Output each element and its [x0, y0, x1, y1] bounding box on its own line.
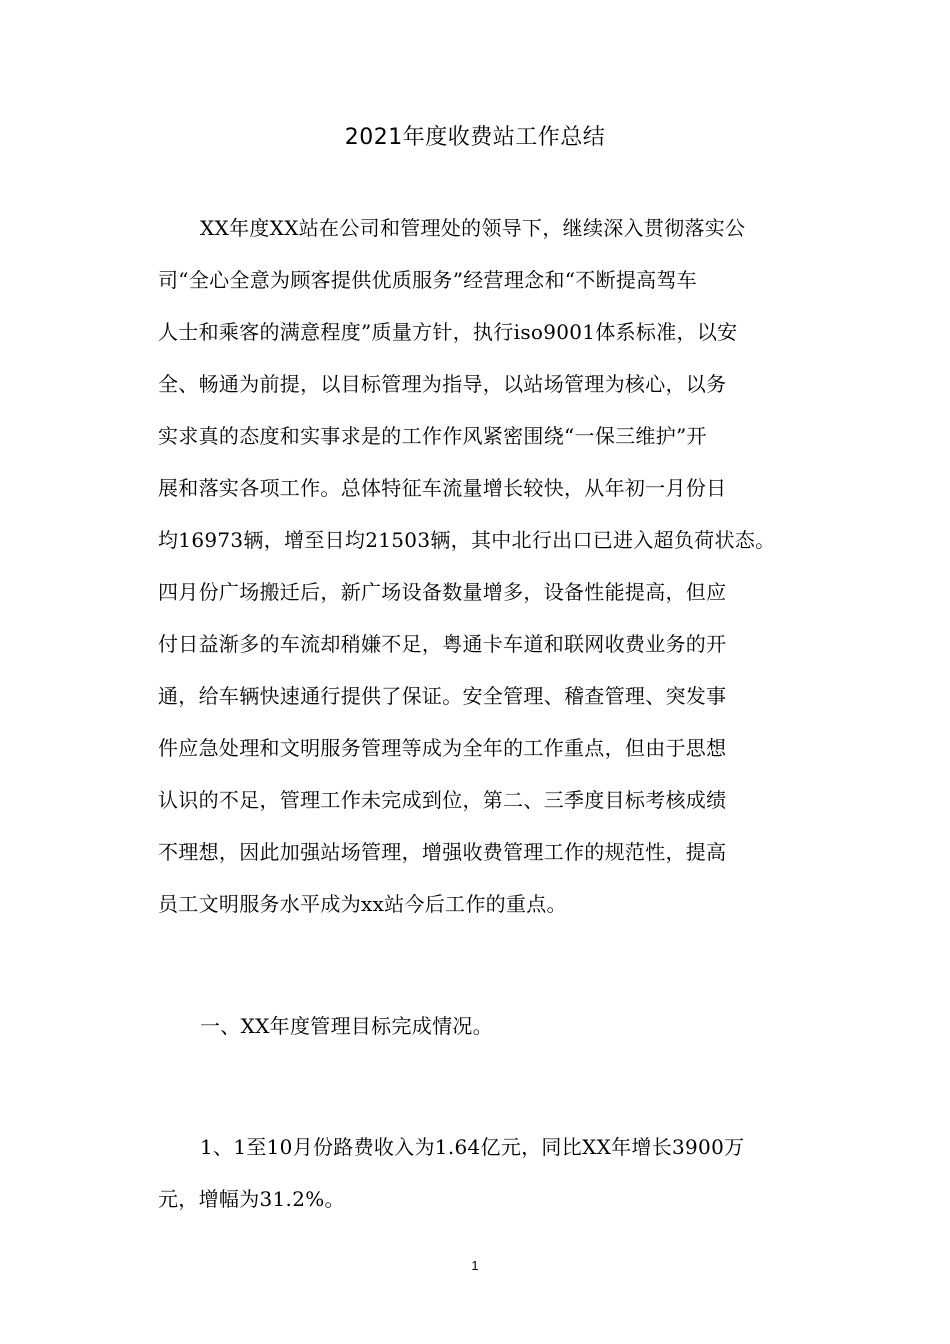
paragraph-line: 实求真的态度和实事求是的工作作风紧密围绕“一保三维护”开	[158, 424, 707, 448]
paragraph-line: 司“全心全意为顾客提供优质服务”经营理念和“不断提高驾车	[158, 268, 698, 292]
paragraph-line: 通，给车辆快速通行提供了保证。安全管理、稽查管理、突发事	[158, 684, 727, 708]
paragraph-line: 件应急处理和文明服务管理等成为全年的工作重点，但由于思想	[158, 736, 727, 760]
page-number: 1	[471, 1258, 479, 1273]
paragraph-line: 员工文明服务水平成为xx站今后工作的重点。	[158, 892, 567, 916]
paragraph-line: 四月份广场搬迁后，新广场设备数量增多，设备性能提高，但应	[158, 580, 727, 604]
section-heading-text: 一、XX年度管理目标完成情况。	[200, 1014, 493, 1038]
paragraph-line: 认识的不足，管理工作未完成到位，第二、三季度目标考核成绩	[158, 788, 727, 812]
paragraph-line: 展和落实各项工作。总体特征车流量增长较快，从年初一月份日	[158, 476, 727, 500]
paragraph-line: 付日益渐多的车流却稍嫌不足，粤通卡车道和联网收费业务的开	[158, 632, 727, 656]
paragraph-line: 人士和乘客的满意程度”质量方针，执行iso9001体系标准，以安	[158, 320, 738, 344]
paragraph-line: 元，增幅为31.2%。	[158, 1187, 345, 1211]
paragraph-line: 1、1至10月份路费收入为1.64亿元，同比XX年增长3900万	[200, 1135, 745, 1159]
paragraph-line: 不理想，因此加强站场管理，增强收费管理工作的规范性，提高	[158, 840, 727, 864]
paragraph-line: 全、畅通为前提，以目标管理为指导，以站场管理为核心，以务	[158, 372, 727, 396]
paragraph-line: XX年度XX站在公司和管理处的领导下，继续深入贯彻落实公	[200, 216, 746, 240]
document-title: 2021年度收费站工作总结	[344, 125, 606, 150]
paragraph-line: 均16973辆，增至日均21503辆，其中北行出口已进入超负荷状态。	[158, 528, 776, 552]
